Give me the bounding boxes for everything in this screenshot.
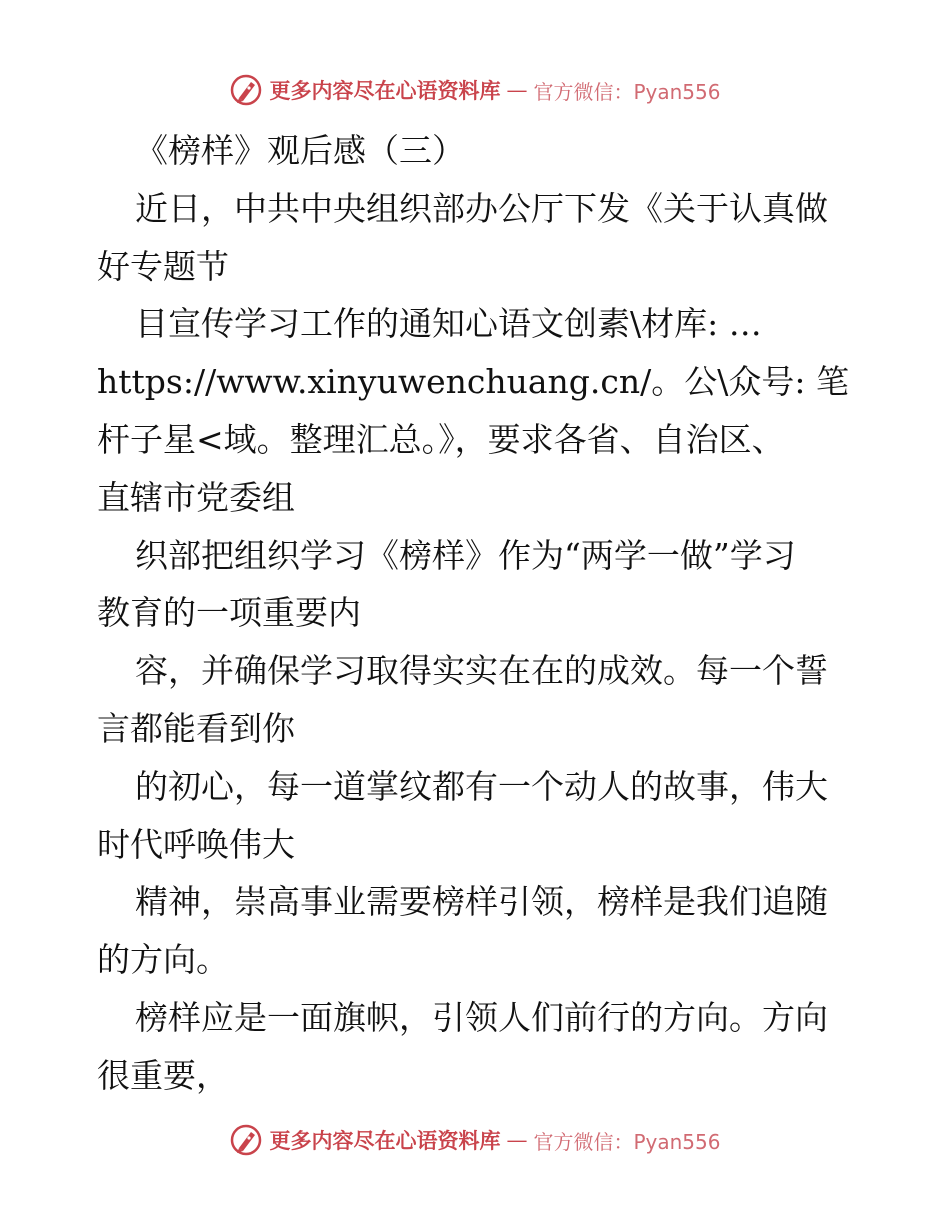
text-line: 近日，中共中央组织部办公厅下发《关于认真做 [135, 188, 828, 228]
footer-dash: — [506, 1128, 528, 1152]
text-line: https://www.xinyuwenchuang.cn/。公\众号: 笔 [97, 362, 849, 402]
text-line: 教育的一项重要内 [97, 593, 361, 633]
text-line: 精神，崇高事业需要榜样引领，榜样是我们追随 [135, 882, 828, 922]
text-line: 目宣传学习工作的通知心语文创素\材库: … [135, 304, 762, 344]
footer-banner [0, 1120, 950, 1160]
text-line: 时代呼唤伟大 [97, 824, 295, 864]
header-wechat-text: 官方微信：Pyan556 [533, 79, 721, 104]
header-dash: — [506, 78, 528, 102]
header-banner [0, 70, 950, 110]
document-body [97, 122, 857, 1105]
text-line: 的方向。 [97, 940, 229, 980]
text-line: 容，并确保学习取得实实在在的成效。每一个誓 [135, 651, 828, 691]
document-title: 《榜样》观后感（三） [135, 131, 465, 170]
text-line: 榜样应是一面旗帜，引领人们前行的方向。方向 [135, 997, 828, 1037]
footer-wechat-text: 官方微信：Pyan556 [533, 1129, 721, 1154]
pen-logo-icon [229, 73, 263, 107]
text-line: 的初心，每一道掌纹都有一个动人的故事，伟大 [135, 766, 828, 806]
text-line: 好专题节 [97, 246, 229, 286]
text-line: 织部把组织学习《榜样》作为“两学一做”学习 [135, 535, 796, 575]
text-line: 杆子星<域。整理汇总。》，要求各省、自治区、 [97, 419, 785, 459]
header-brand-text: 更多内容尽在心语资料库 [269, 78, 501, 103]
text-line: 直辖市党委组 [97, 477, 295, 517]
text-line: 言都能看到你 [97, 708, 295, 748]
footer-brand-text: 更多内容尽在心语资料库 [269, 1128, 501, 1153]
pen-logo-icon [229, 1123, 263, 1157]
text-line: 很重要， [97, 1055, 229, 1095]
